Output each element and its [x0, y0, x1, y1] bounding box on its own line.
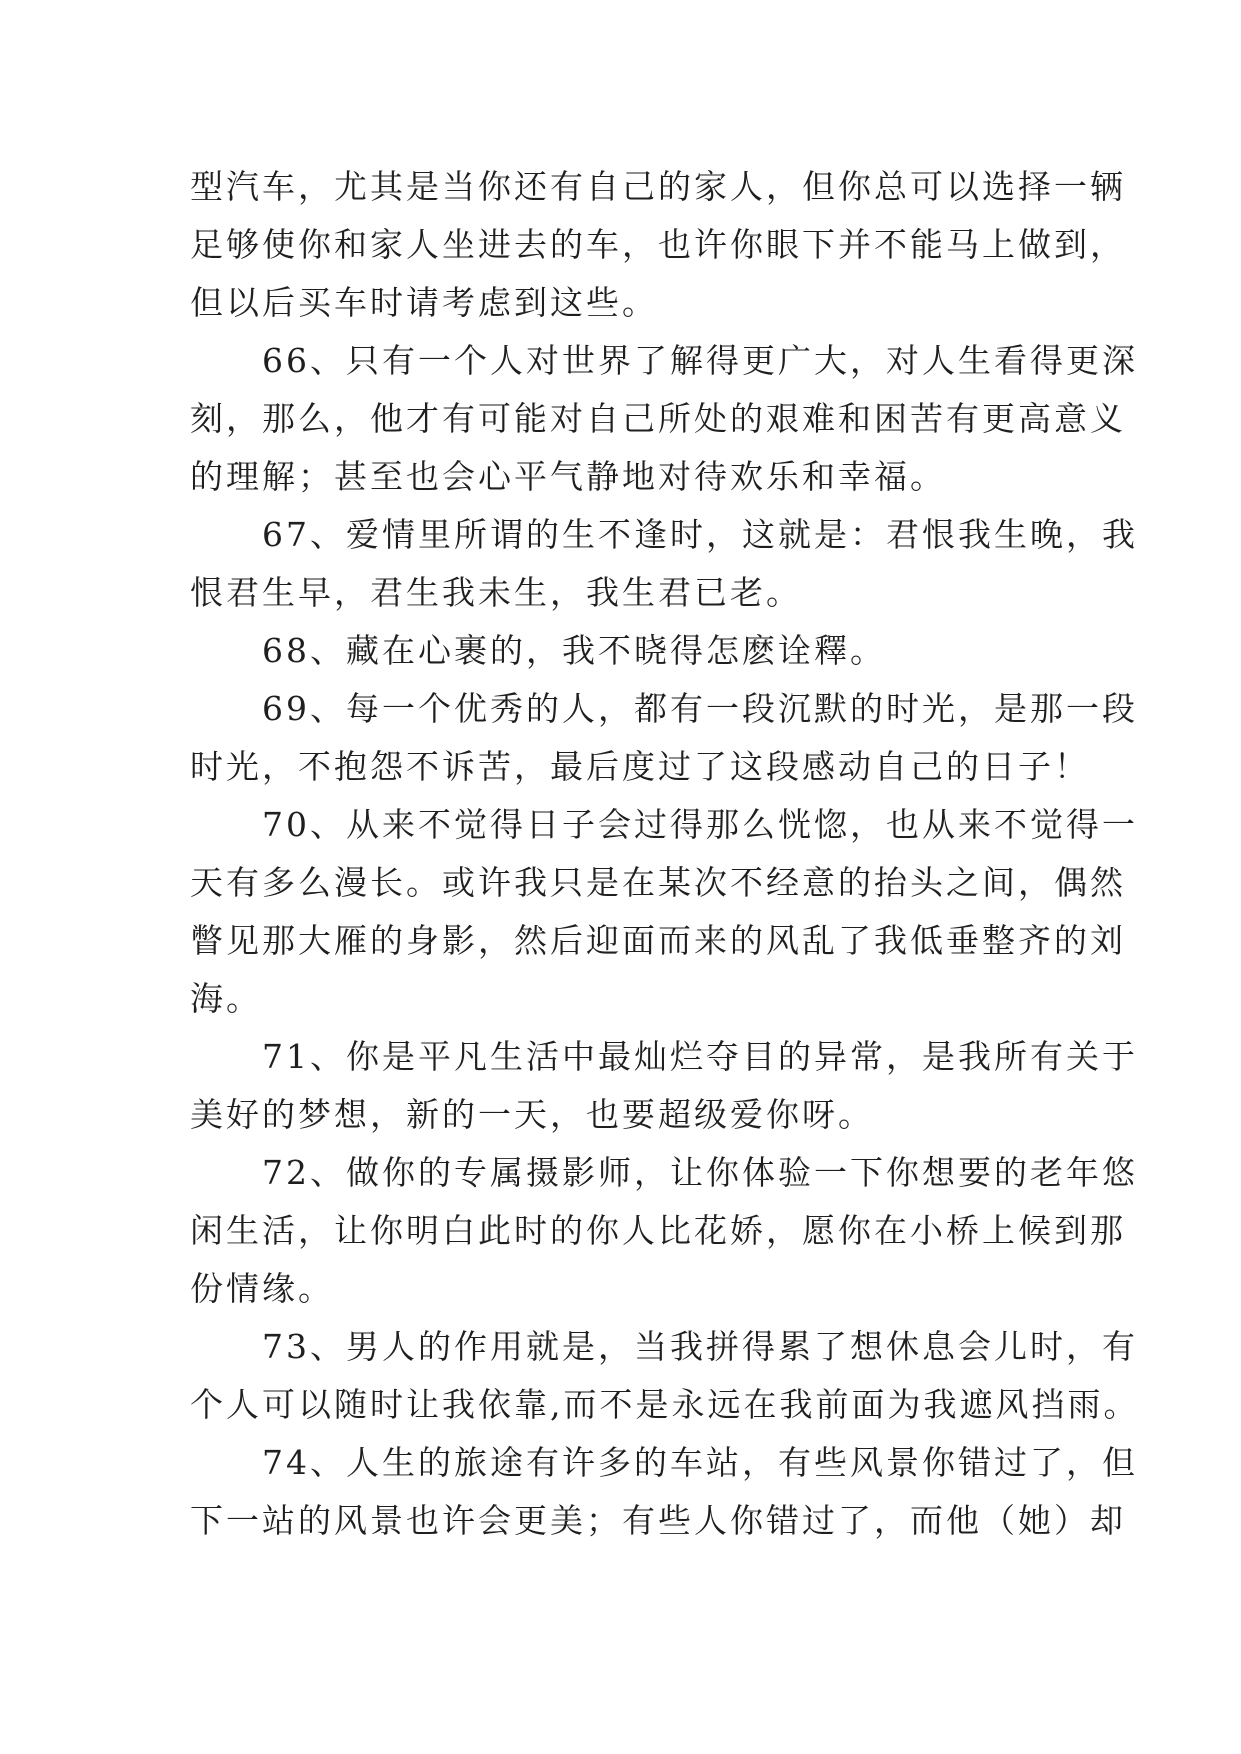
- text-line: 时光，不抱怨不诉苦，最后度过了这段感动自己的日子！: [190, 747, 1090, 786]
- text-line: 份情缘。: [190, 1269, 334, 1308]
- text-line: 68、藏在心裹的，我不晓得怎麽诠釋。: [190, 631, 886, 670]
- text-line: 瞥见那大雁的身影，然后迎面而来的风乱了我低垂整齐的刘: [190, 921, 1126, 960]
- paragraph: [190, 680, 1138, 796]
- text-line: 恨君生早，君生我未生，我生君已老。: [190, 573, 802, 612]
- text-line: 个人可以随时让我依靠,而不是永远在我前面为我遮风挡雨。: [190, 1385, 1140, 1424]
- paragraph: [190, 332, 1138, 506]
- document-body: [190, 158, 1140, 1550]
- text-line: 72、做你的专属摄影师，让你体验一下你想要的老年悠: [190, 1153, 1138, 1192]
- text-line: 但以后买车时请考虑到这些。: [190, 283, 658, 322]
- text-line: 74、人生的旅途有许多的车站，有些风景你错过了，但: [190, 1443, 1138, 1482]
- paragraph: [190, 1144, 1138, 1318]
- paragraph: [190, 158, 1126, 332]
- text-line: 闲生活，让你明白此时的你人比花娇，愿你在小桥上候到那: [190, 1211, 1126, 1250]
- text-line: 型汽车，尤其是当你还有自己的家人，但你总可以选择一辆: [190, 167, 1126, 206]
- text-line: 海。: [190, 979, 262, 1018]
- text-line: 73、男人的作用就是，当我拼得累了想休息会儿时，有: [190, 1327, 1138, 1366]
- paragraph: [190, 1028, 1138, 1144]
- text-line: 69、每一个优秀的人，都有一段沉默的时光，是那一段: [190, 689, 1138, 728]
- text-line: 71、你是平凡生活中最灿烂夺目的异常，是我所有关于: [190, 1037, 1138, 1076]
- text-line: 70、从来不觉得日子会过得那么恍惚，也从来不觉得一: [190, 805, 1138, 844]
- text-line: 天有多么漫长。或许我只是在某次不经意的抬头之间，偶然: [190, 863, 1126, 902]
- text-line: 美好的梦想，新的一天，也要超级爱你呀。: [190, 1095, 874, 1134]
- paragraph: [190, 1434, 1138, 1550]
- paragraph: [190, 622, 1070, 680]
- paragraph: [190, 796, 1138, 1028]
- text-line: 的理解；甚至也会心平气静地对待欢乐和幸福。: [190, 457, 946, 496]
- text-line: 刻，那么，他才有可能对自己所处的艰难和困苦有更高意义: [190, 399, 1126, 438]
- paragraph: [190, 506, 1138, 622]
- text-line: 下一站的风景也许会更美；有些人你错过了，而他（她）却: [190, 1501, 1126, 1540]
- text-line: 66、只有一个人对世界了解得更广大，对人生看得更深: [190, 341, 1138, 380]
- text-line: 67、爱情里所谓的生不逢时，这就是：君恨我生晚，我: [190, 515, 1138, 554]
- text-line: 足够使你和家人坐进去的车，也许你眼下并不能马上做到，: [190, 225, 1126, 264]
- paragraph: [190, 1318, 1140, 1434]
